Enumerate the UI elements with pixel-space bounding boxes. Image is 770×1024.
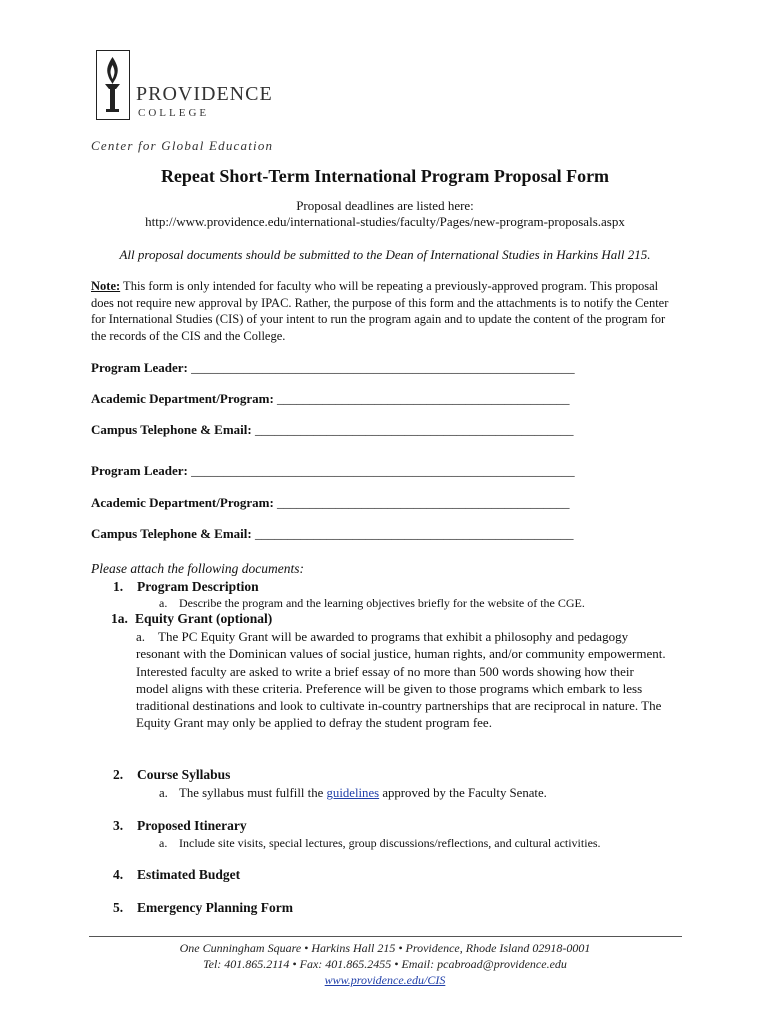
field-label: Program Leader: [91, 360, 188, 375]
item-label: Estimated Budget [137, 867, 241, 882]
list-item-estimated-budget [113, 867, 240, 883]
list-item-course-syllabus [113, 767, 230, 783]
item-label: Equity Grant (optional) [135, 611, 273, 626]
item-label: Course Syllabus [137, 767, 231, 782]
item-label: Emergency Planning Form [137, 900, 293, 915]
field-contact-1[interactable] [91, 422, 573, 438]
logo-subtitle: COLLEGE [138, 107, 210, 119]
sub-text: The PC Equity Grant will be awarded to programs that exhibit a philosophy and pedagogy resonant with the Dominican values of social justice, human rights, and/or community empowerment. Interested faculty are asked to write a brief essay of no more than 500 words showing how their model aligns with these criteria. Preference will be given to those programs which embark to less traditional destinations and look to cultivate in-country partnerships that are reciprocal in nature. The Equity Grant may only be applied to defray the student program fee. [136, 629, 666, 731]
department-name: Center for Global Education [91, 138, 274, 153]
field-blank[interactable]: _____________________________________________ [273, 391, 570, 406]
item-label: Proposed Itinerary [137, 818, 247, 833]
sub-item-program-description [159, 596, 585, 611]
field-department-1[interactable] [91, 391, 570, 407]
torch-emblem-icon [96, 50, 130, 120]
sub-text-after: approved by the Faculty Senate. [379, 786, 547, 800]
list-item-proposed-itinerary [113, 818, 247, 834]
sub-text-before: The syllabus must fulfill the [179, 786, 327, 800]
field-blank[interactable]: _________________________________________________ [251, 422, 574, 437]
sub-item-course-syllabus [159, 786, 547, 801]
field-blank[interactable]: ___________________________________________________________ [187, 463, 575, 478]
item-number: 4. [113, 867, 124, 882]
website-link[interactable]: www.providence.edu/CIS [324, 973, 446, 987]
footer-contact: Tel: 401.865.2114 • Fax: 401.865.2455 • Email: pcabroad@providence.edu [203, 957, 567, 971]
item-label: Program Description [137, 579, 259, 594]
sub-text: Describe the program and the learning objectives briefly for the website of the CGE. [179, 596, 585, 610]
attachments-heading: Please attach the following documents: [91, 561, 304, 576]
field-department-2[interactable] [91, 495, 570, 511]
field-blank[interactable]: _________________________________________________ [251, 526, 574, 541]
form-title: Repeat Short-Term International Program Proposal Form [160, 166, 610, 186]
deadline-label: Proposal deadlines are listed here: [296, 198, 474, 213]
item-number: 5. [113, 900, 124, 915]
footer-address: One Cunningham Square • Harkins Hall 215 • Providence, Rhode Island 02918-0001 [179, 941, 591, 955]
sub-text: Include site visits, special lectures, group discussions/reflections, and cultural activities. [179, 836, 601, 850]
item-number: 3. [113, 818, 124, 833]
field-label: Academic Department/Program: [91, 391, 274, 406]
submission-note: All proposal documents should be submitted to the Dean of International Studies in Harkins Hall 215. [119, 247, 651, 262]
sub-letter: a. [159, 836, 168, 850]
field-label: Program Leader: [91, 463, 188, 478]
sub-item-proposed-itinerary [159, 836, 601, 851]
list-item-program-description [113, 579, 259, 595]
sub-item-equity-grant [136, 628, 666, 732]
field-program-leader-2[interactable] [91, 463, 575, 479]
item-number: 1. [113, 579, 124, 594]
college-logo [96, 50, 273, 122]
field-program-leader-1[interactable] [91, 360, 575, 376]
item-number: 2. [113, 767, 124, 782]
field-contact-2[interactable] [91, 526, 573, 542]
field-blank[interactable]: ___________________________________________________________ [187, 360, 575, 375]
note-label: Note: [91, 279, 121, 293]
list-item-emergency-planning [113, 900, 293, 916]
footer-website[interactable] [0, 973, 770, 988]
list-item-equity-grant [111, 611, 272, 627]
field-label: Campus Telephone & Email: [91, 526, 252, 541]
deadline-url[interactable]: http://www.providence.edu/international-studies/faculty/Pages/new-program-proposals.aspx [145, 214, 625, 229]
note-paragraph [91, 278, 683, 344]
sub-letter: a. [159, 596, 168, 610]
note-text: This form is only intended for faculty who will be repeating a previously-approved program. This proposal does not require new approval by IPAC. Rather, the purpose of this form and the attachments is to notify the Center for International Studies (CIS) of your intent to run the program again and to update the content of the program for the records of the CIS and the College. [91, 279, 669, 343]
field-label: Campus Telephone & Email: [91, 422, 252, 437]
sub-letter: a. [136, 629, 146, 644]
item-number: 1a. [111, 611, 128, 626]
field-blank[interactable]: _____________________________________________ [273, 495, 570, 510]
guidelines-link[interactable]: guidelines [326, 786, 380, 800]
logo-wordmark: PROVIDENCE [136, 83, 273, 105]
sub-letter: a. [159, 786, 168, 800]
footer-divider [89, 936, 682, 937]
field-label: Academic Department/Program: [91, 495, 274, 510]
